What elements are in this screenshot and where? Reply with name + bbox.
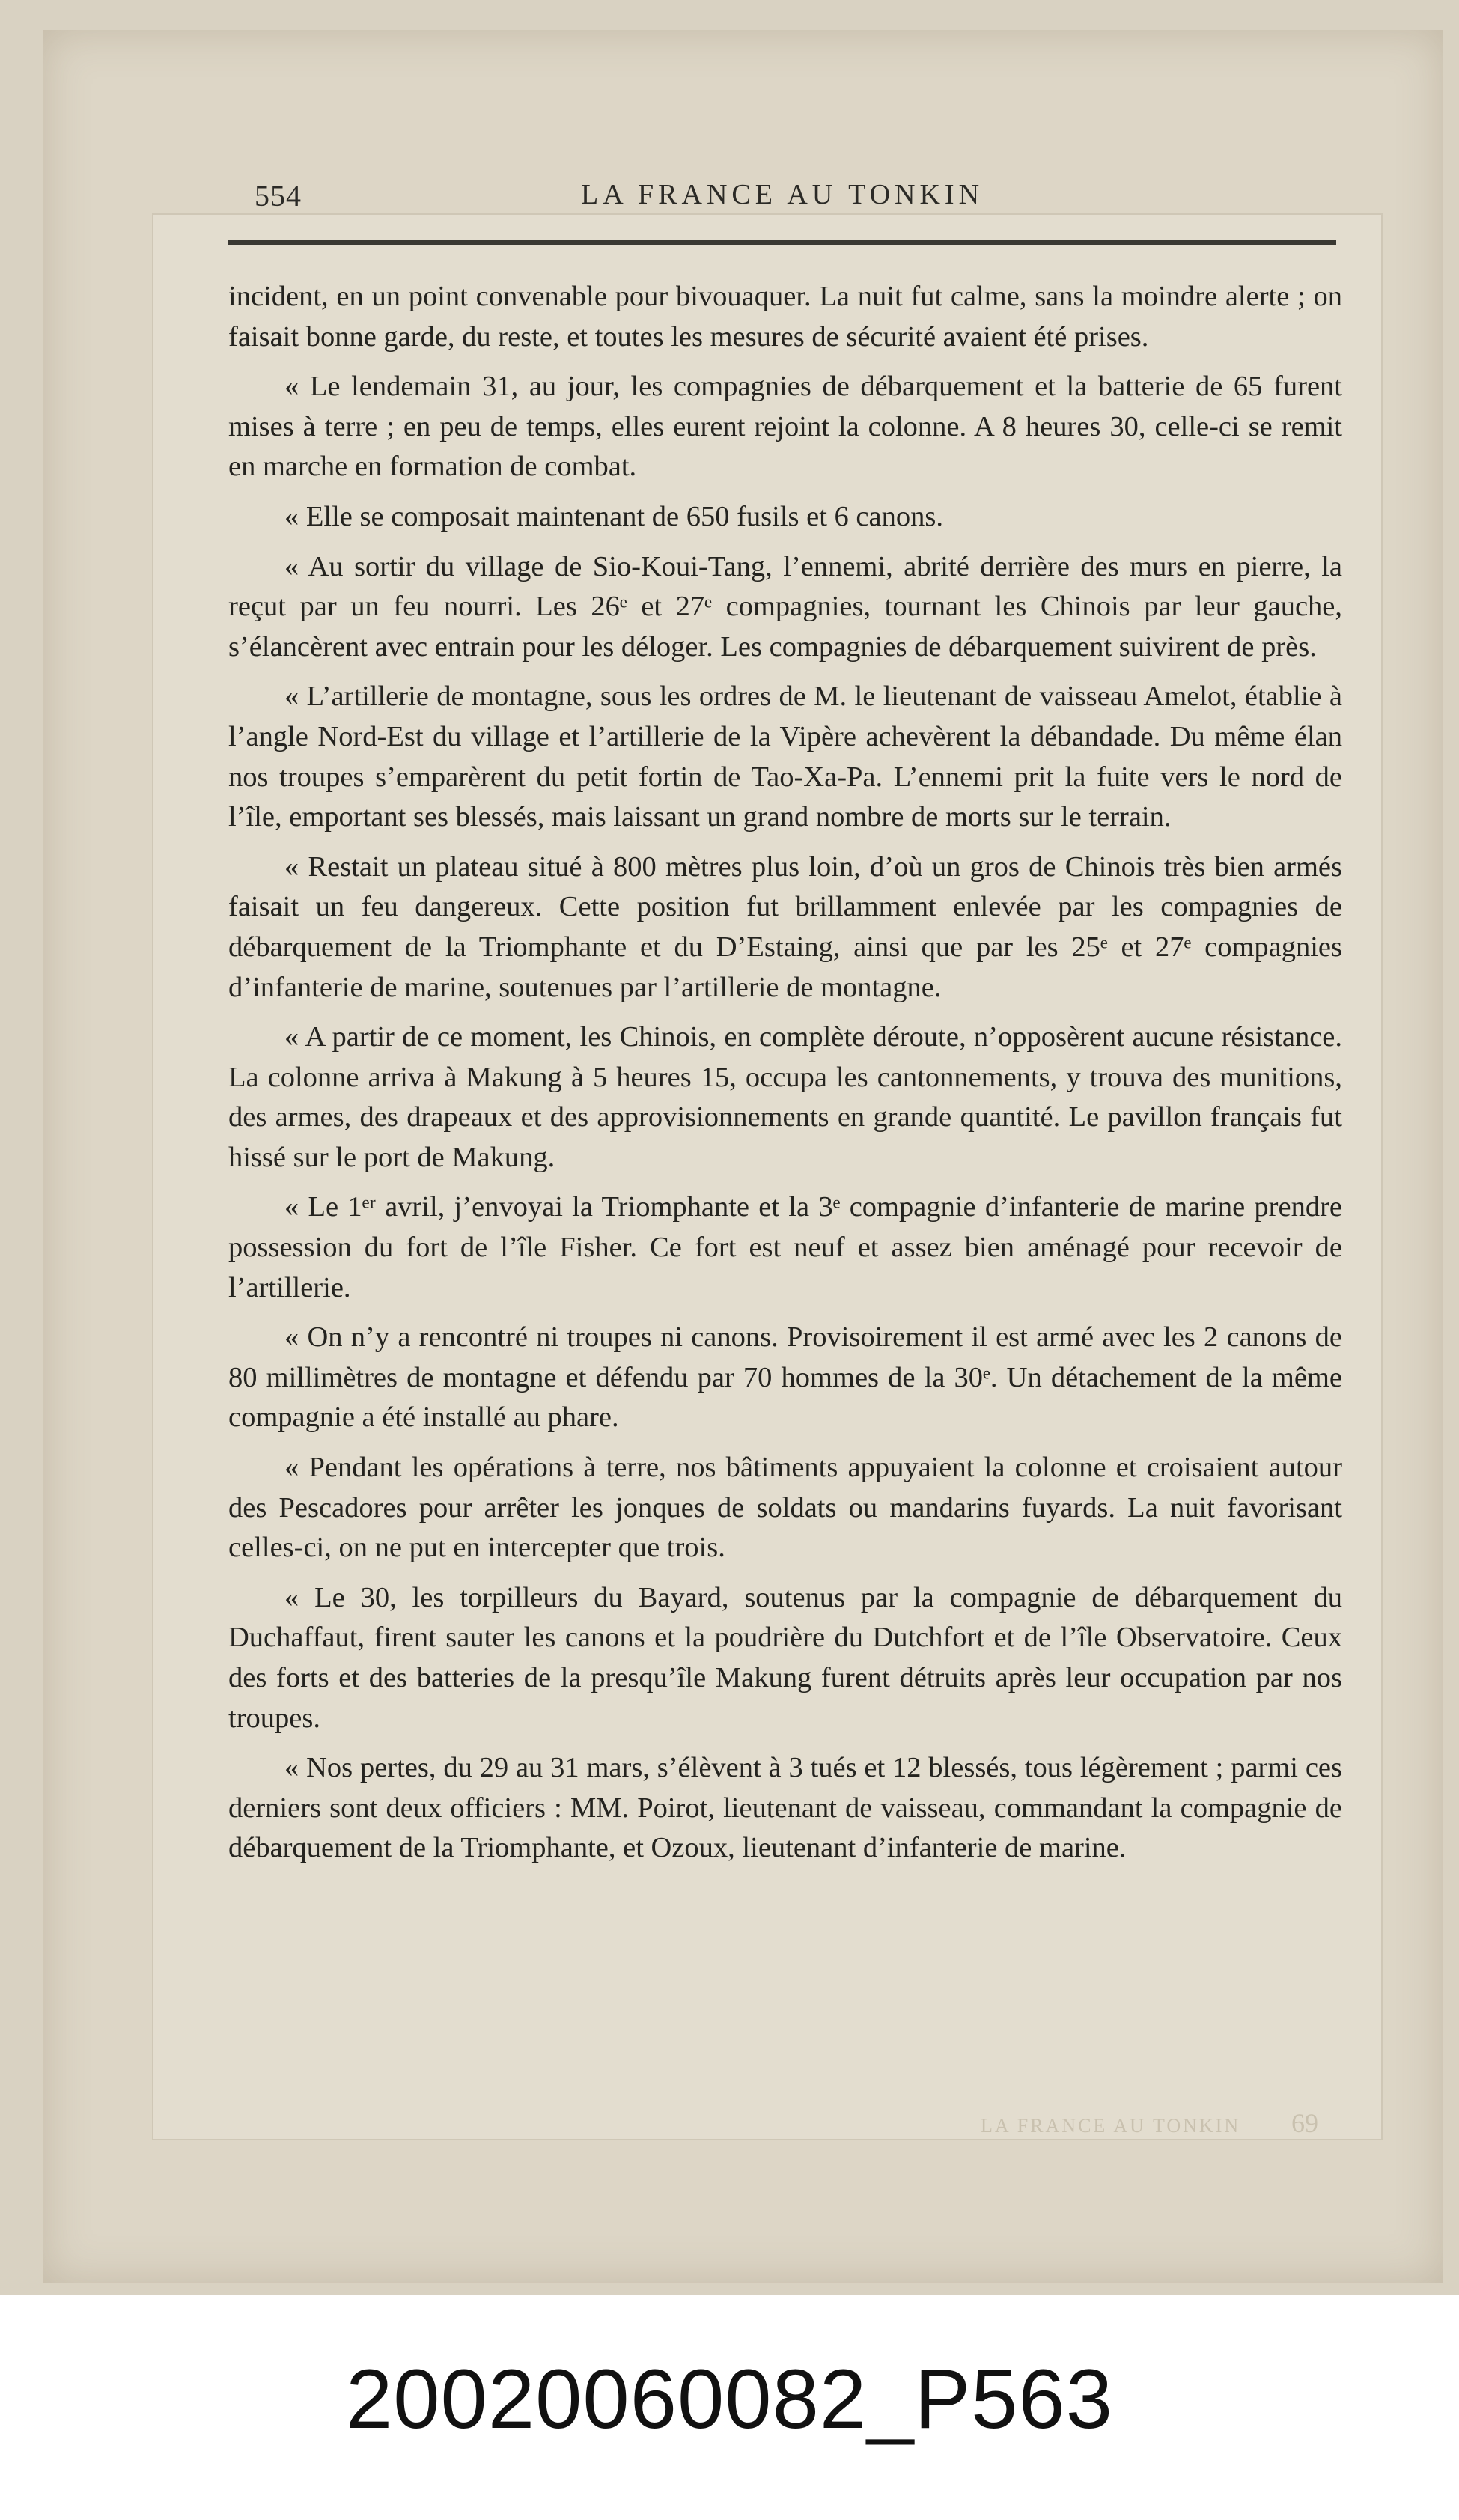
page-header <box>225 178 1340 223</box>
paragraph: « L’artillerie de montagne, sous les ordres de M. le lieutenant de vaisseau Amelot, établie à l’angle Nord-Est du village et l’artillerie de la Vipère achevèrent la débandade. Du même élan nos troupes s’emparèrent du petit fortin de Tao-Xa-Pa. L’ennemi prit la fuite vers le nord de l’île, emportant ses blessés, mais laissant un grand nombre de morts sur le terrain. <box>228 681 1342 833</box>
archive-caption: 20020060082_P563 <box>345 2352 1114 2446</box>
paragraph: « Pendant les opérations à terre, nos bâtiments appuyaient la colonne et croisaient autour des Pescadores pour arrêter les jonques de soldats ou mandarins fuyards. La nuit favorisant celles-ci, on ne put en intercepter que trois. <box>228 1452 1342 1564</box>
paragraph: incident, en un point convenable pour bivouaquer. La nuit fut calme, sans la moindre alerte ; on faisait bonne garde, du reste, et toutes les mesures de sécurité avaient été prises. <box>228 281 1342 353</box>
paragraph: « A partir de ce moment, les Chinois, en complète déroute, n’opposèrent aucune résistance. La colonne arriva à Makung à 5 heures 15, occupa les cantonnements, y trouva des munitions, des armes, des drapeaux et des approvisionnements en grande quantité. Le pavillon français fut hissé sur le port de Makung. <box>228 1021 1342 1173</box>
body-text <box>228 277 1342 1878</box>
show-through-text: LA FRANCE AU TONKIN <box>981 2115 1241 2137</box>
paragraph: « Le lendemain 31, au jour, les compagnies de débarquement et la batterie de 65 furent mises à terre ; en peu de temps, elles eurent rejoint la colonne. A 8 heures 30, celle-ci se remit en marche en formation de combat. <box>228 371 1342 483</box>
page-number: 554 <box>255 179 302 213</box>
paragraph: « Restait un plateau situé à 800 mètres plus loin, d’où un gros de Chinois très bien armés faisait un feu dangereux. Cette position fut brillamment enlevée par les compagnies de débarquement de la Triomphante et du D’Estaing, ainsi que par les 25ᵉ et 27ᵉ compagnies d’infanterie de marine, soutenues par l’artillerie de montagne. <box>228 850 1342 1003</box>
running-title: LA FRANCE AU TONKIN <box>580 179 984 210</box>
show-through-number: 69 <box>1291 2108 1318 2138</box>
paragraph: « On n’y a rencontré ni troupes ni canons. Provisoirement il est armé avec les 2 canons de 80 millimètres de montagne et défendu par 70 hommes de la 30ᵉ. Un détachement de la même compagnie a été installé au phare. <box>228 1321 1342 1434</box>
paragraph: « Au sortir du village de Sio-Koui-Tang, l’ennemi, abrité derrière des murs en pierre, la reçut par un feu nourri. Les 26ᵉ et 27ᵉ compagnies, tournant les Chinois par leur gauche, s’élancèrent avec entrain pour les déloger. Les compagnies de débarquement suivirent de près. <box>228 550 1342 663</box>
header-rule <box>228 240 1336 245</box>
paragraph: « Nos pertes, du 29 au 31 mars, s’élèvent à 3 tués et 12 blessés, tous légèrement ; parmi ces derniers sont deux officiers : MM. Poirot, lieutenant de vaisseau, commandant la compagnie de débarquement de la Triomphante, et Ozoux, lieutenant d’infanterie de marine. <box>228 1752 1342 1864</box>
paragraph: « Elle se composait maintenant de 650 fusils et 6 canons. <box>284 500 943 532</box>
paragraph: « Le 1ᵉʳ avril, j’envoyai la Triomphante et la 3ᵉ compagnie d’infanterie de marine prendre possession du fort de l’île Fisher. Ce fort est neuf et assez bien aménagé pour recevoir de l’artillerie. <box>228 1191 1342 1303</box>
paragraph: « Le 30, les torpilleurs du Bayard, soutenus par la compagnie de débarquement du Duchaffaut, firent sauter les canons et la poudrière du Dutchfort et de l’île Observatoire. Ceux des forts et des batteries de la presqu’île Makung furent détruits après leur occupation par nos troupes. <box>228 1581 1342 1734</box>
